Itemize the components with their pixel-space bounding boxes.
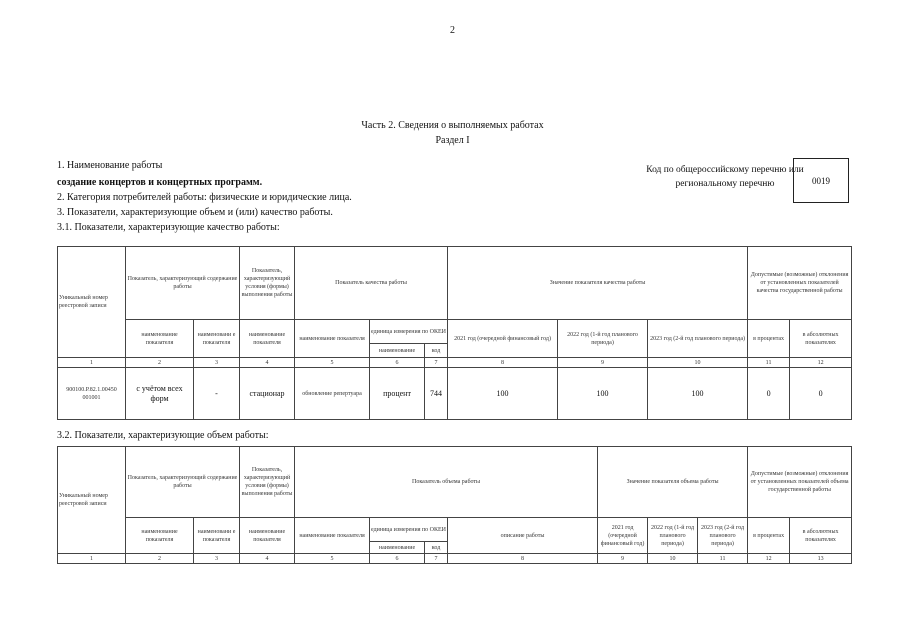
column-number: 7 xyxy=(425,358,448,368)
cell-deviation-absolute: 0 xyxy=(790,368,852,420)
column-number: 11 xyxy=(748,358,790,368)
subheader-description: описание работы xyxy=(448,518,598,554)
column-number: 12 xyxy=(790,358,852,368)
column-number: 10 xyxy=(648,554,698,564)
volume-table xyxy=(57,446,852,564)
subheader-unit-name: наименование xyxy=(370,344,425,358)
cell-indicator: обновление репертуара xyxy=(295,368,370,420)
indicators-heading: 3. Показатели, характеризующие объем и (или) качество работы. xyxy=(57,207,333,218)
column-number: 9 xyxy=(598,554,648,564)
header-unique-number: Уникальный номер реестровой записи xyxy=(58,247,126,358)
column-number: 13 xyxy=(790,554,852,564)
cell-value-2022: 100 xyxy=(558,368,648,420)
column-number: 1 xyxy=(58,554,126,564)
subheader-unit-name: наименование xyxy=(370,542,425,554)
work-name-label: 1. Наименование работы xyxy=(57,160,163,171)
column-number: 7 xyxy=(425,554,448,564)
subheader-2023: 2023 год (2-й год планового периода) xyxy=(698,518,748,554)
subheader-absolute: в абсолютных показателях xyxy=(790,320,852,358)
part-title: Часть 2. Сведения о выполняемых работах xyxy=(361,120,544,131)
cell-value-2023: 100 xyxy=(648,368,748,420)
column-number: 9 xyxy=(558,358,648,368)
header-volume-indicator: Показатель объема работы xyxy=(295,447,598,518)
cell-registry-id: 900100.Р.82.1.00450 001001 xyxy=(58,368,126,420)
column-number: 5 xyxy=(295,554,370,564)
subheader-name: наименовани е показателя xyxy=(194,320,240,358)
header-conditions: Показатель, характеризующий условия (формы) выполнения работы xyxy=(240,447,295,518)
header-volume-value: Значение показателя объема работы xyxy=(598,447,748,518)
subheader-name: наименовани е показателя xyxy=(194,518,240,554)
column-number: 6 xyxy=(370,554,425,564)
column-number: 10 xyxy=(648,358,748,368)
work-name-value: создание концертов и концертных программ. xyxy=(57,177,263,188)
subheader-unit-code: код xyxy=(425,344,448,358)
column-number: 2 xyxy=(126,358,194,368)
header-deviation: Допустимые (возможные) отклонения от установленных показателей объема государственной работы xyxy=(748,447,852,518)
subheader-2021: 2021 год (очередной финансовый год) xyxy=(448,320,558,358)
header-unique-number: Уникальный номер реестровой записи xyxy=(58,447,126,554)
cell-content: с учётом всех форм xyxy=(126,368,194,420)
column-number: 6 xyxy=(370,358,425,368)
subheader-percent: в процентах xyxy=(748,320,790,358)
subheader-unit: единица измерения по ОКЕИ xyxy=(370,518,448,542)
subheader-name: наименование показателя xyxy=(240,518,295,554)
column-number: 3 xyxy=(194,554,240,564)
header-deviation: Допустимые (возможные) отклонения от установленных показателей качества государственной работы xyxy=(748,247,852,320)
header-content: Показатель, характеризующий содержание работы xyxy=(126,447,240,518)
subheader-absolute: в абсолютных показателях xyxy=(790,518,852,554)
column-number: 3 xyxy=(194,358,240,368)
header-quality-indicator: Показатель качества работы xyxy=(295,247,448,320)
volume-heading: 3.2. Показатели, характеризующие объем работы: xyxy=(57,430,269,441)
column-number: 2 xyxy=(126,554,194,564)
subheader-2022: 2022 год (1-й год планового периода) xyxy=(648,518,698,554)
subheader-2022: 2022 год (1-й год планового периода) xyxy=(558,320,648,358)
subheader-unit: единица измерения по ОКЕИ xyxy=(370,320,448,344)
cell-value-2021: 100 xyxy=(448,368,558,420)
column-number: 12 xyxy=(748,554,790,564)
subheader-unit-code: код xyxy=(425,542,448,554)
column-number: 1 xyxy=(58,358,126,368)
quality-heading: 3.1. Показатели, характеризующие качество работы: xyxy=(57,222,280,233)
header-conditions: Показатель, характеризующий условия (формы) выполнения работы xyxy=(240,247,295,320)
subheader-name: наименование показателя xyxy=(126,320,194,358)
subheader-name: наименование показателя xyxy=(240,320,295,358)
subheader-2023: 2023 год (2-й год планового периода) xyxy=(648,320,748,358)
cell-condition: стационар xyxy=(240,368,295,420)
consumer-category: 2. Категория потребителей работы: физические и юридические лица. xyxy=(57,192,352,203)
subheader-percent: в процентах xyxy=(748,518,790,554)
subheader-name: наименование показателя xyxy=(126,518,194,554)
cell-unit: процент xyxy=(370,368,425,420)
column-number: 11 xyxy=(698,554,748,564)
header-quality-value: Значение показателя качества работы xyxy=(448,247,748,320)
header-content: Показатель, характеризующий содержание работы xyxy=(126,247,240,320)
cell-content-2: - xyxy=(194,368,240,420)
section-title: Раздел I xyxy=(435,135,470,146)
column-number: 5 xyxy=(295,358,370,368)
column-number: 8 xyxy=(448,554,598,564)
column-number: 4 xyxy=(240,554,295,564)
column-number: 8 xyxy=(448,358,558,368)
cell-unit-code: 744 xyxy=(425,368,448,420)
column-number: 4 xyxy=(240,358,295,368)
code-label: Код по общероссийскому перечню или региональному перечню xyxy=(646,165,804,189)
subheader-name: наименование показателя xyxy=(295,518,370,554)
subheader-2021: 2021 год (очередной финансовый год) xyxy=(598,518,648,554)
table-row xyxy=(58,368,852,420)
quality-table xyxy=(57,246,852,420)
code-value: 0019 xyxy=(793,158,849,203)
page-number: 2 xyxy=(450,25,455,36)
cell-deviation-percent: 0 xyxy=(748,368,790,420)
subheader-name: наименование показателя xyxy=(295,320,370,358)
